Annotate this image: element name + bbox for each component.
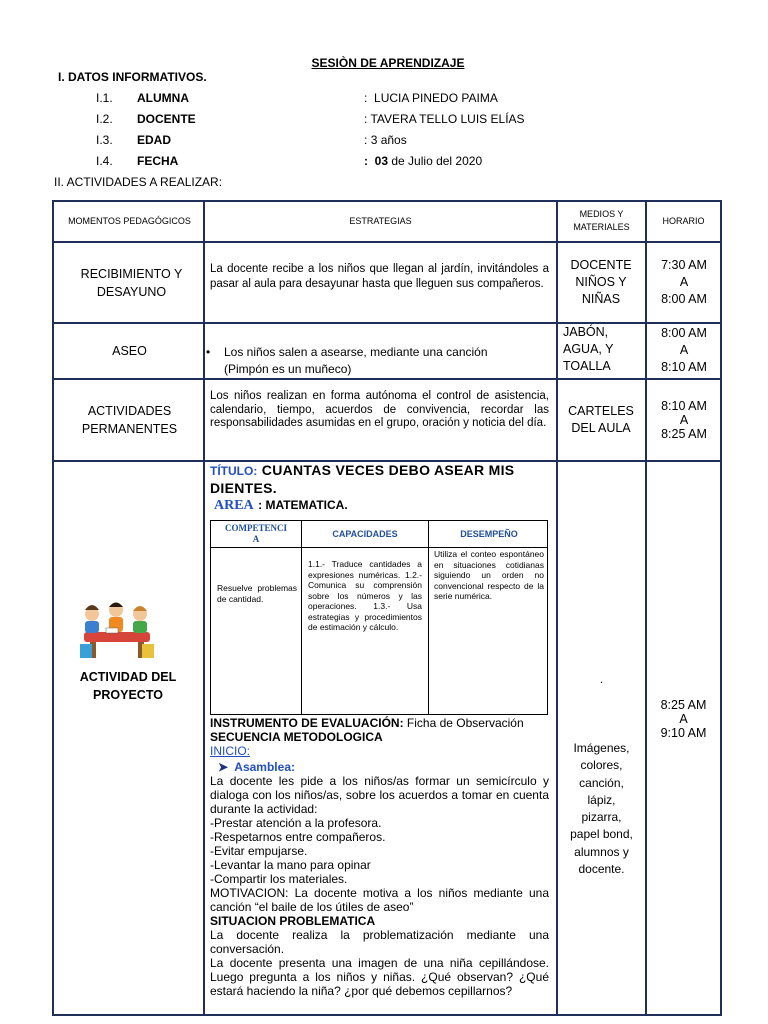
table-shape: [84, 632, 150, 642]
media-aseo: JABÓN, AGUA, Y TOALLA: [563, 325, 614, 373]
info-num: I.4.: [96, 154, 113, 168]
media-dot: .: [599, 672, 604, 686]
title-label: TÍTULO:: [210, 464, 258, 478]
info-num: I.1.: [96, 91, 113, 105]
child-body: [85, 621, 99, 633]
header-horario: HORARIO: [662, 215, 705, 226]
competencias-table: [210, 520, 548, 715]
document-title: SESIÒN DE APRENDIZAJE: [311, 56, 465, 70]
info-value: [364, 133, 407, 147]
moment-proyecto: ACTIVIDAD DEL PROYECTO: [79, 670, 177, 702]
project-title: [210, 462, 555, 497]
time-permanentes: [648, 380, 720, 460]
media-item: docente.: [578, 862, 625, 877]
media-item: pizarra,: [581, 810, 622, 825]
situacion-text-1: La docente realiza la problematización mediante una conversación.: [210, 928, 549, 956]
inner-header-desempeno: DESEMPEÑO: [460, 528, 518, 539]
arrow-bullet-icon: ➤: [218, 760, 229, 774]
time-start: 8:10 AM: [661, 399, 707, 413]
strategy-aseo-text: Los niños salen a asearse, mediante una canción: [224, 345, 488, 359]
time-end: 8:10 AM: [661, 359, 707, 374]
info-label: EDAD: [137, 133, 172, 147]
media-item: lápiz,: [587, 792, 616, 807]
media-item: Imágenes,: [573, 741, 630, 755]
info-sep: :: [364, 112, 368, 126]
time-sep: A: [679, 275, 689, 289]
capacidades-text: 1.1.- Traduce cantidades a expresiones numéricas. 1.2.- Comunica su comprensión sobre los números y las operaciones. 1.3.- Usa estrategias y procedimientos de estimación y cálculo.: [308, 559, 422, 632]
area-value: : MATEMATICA.: [258, 498, 348, 512]
info-value-text: de Julio del 2020: [391, 154, 483, 168]
info-sep: :: [364, 154, 368, 168]
inner-col-divider: [301, 521, 302, 714]
time-sep: A: [679, 413, 689, 427]
media-item: papel bond,: [570, 827, 633, 842]
project-area: [214, 496, 549, 514]
secuencia-heading: SECUENCIA METODOLOGICA: [210, 730, 383, 744]
info-label: FECHA: [137, 154, 179, 168]
moment-aseo: ASEO: [112, 344, 147, 358]
acuerdo-item: -Prestar atención a la profesora.: [210, 816, 382, 830]
media-permanentes: CARTELES DEL AULA: [568, 404, 634, 435]
strategy-aseo-cont: (Pimpón es un muñeco): [224, 362, 352, 376]
time-aseo: [648, 323, 720, 377]
time-end: 8:25 AM: [661, 427, 707, 441]
chair: [80, 644, 92, 658]
inner-header-competencia: COMPETENCIA: [225, 523, 288, 544]
paper: [106, 628, 118, 633]
time-proyecto: [647, 698, 720, 740]
time-start: 8:00 AM: [661, 325, 707, 340]
inner-header-capacidades: CAPACIDADES: [332, 528, 398, 539]
motivacion-text: MOTIVACION: La docente motiva a los niños mediante una canción “el baile de los útiles de aseo”: [210, 886, 549, 914]
chair: [142, 644, 154, 658]
situacion-text-2: La docente presenta una imagen de una niña cepillándose. Luego pregunta a los niños y niñas. ¿Qué observan? ¿Qué estará haciendo la niña? ¿por qué debemos cepillarnos?: [210, 956, 549, 998]
secuencia-block: [210, 716, 549, 998]
info-row-fecha: [0, 154, 768, 170]
instrumento-line: [210, 716, 549, 730]
info-label: ALUMNA: [137, 91, 189, 105]
instrumento-label: INSTRUMENTO DE EVALUACIÓN:: [210, 716, 404, 730]
media-proyecto: [558, 740, 645, 878]
info-row-docente: [0, 112, 768, 128]
time-sep: A: [679, 712, 688, 726]
inicio-heading: INICIO:: [210, 744, 251, 758]
strategy-aseo-line: [206, 344, 551, 361]
asamblea-text: La docente les pide a los niños/as formar un semicírculo y dialoga con los niños/as, sobre los acuerdos a tomar en cuenta durante la actividad:: [210, 774, 549, 816]
info-day: 03: [374, 154, 389, 168]
competencia-text: Resuelve problemas de cantidad.: [217, 583, 297, 604]
info-value: [364, 154, 482, 168]
media-recibimiento: DOCENTE NIÑOS Y NIÑAS: [570, 258, 632, 306]
info-row-alumna: [0, 91, 768, 107]
child-hair: [85, 605, 99, 610]
info-value: [364, 112, 525, 126]
desempeno-text: Utiliza el conteo espontáneo en situaciones cotidianas siguiendo un orden no convencional respecto de la serie numérica.: [434, 549, 544, 601]
media-item: alumnos y: [574, 844, 629, 859]
asamblea-heading: [210, 760, 549, 774]
instrumento-value: Ficha de Observación: [406, 716, 524, 730]
info-value-text: 3 años: [370, 133, 407, 147]
child-hair: [133, 606, 147, 611]
children-activity-illustration: [76, 598, 160, 664]
info-value-text: TAVERA TELLO LUIS ELÍAS: [370, 112, 525, 126]
time-start: 7:30 AM: [661, 258, 707, 272]
child-hair: [109, 603, 123, 608]
acuerdo-item: -Evitar empujarse.: [210, 844, 308, 858]
strategy-permanentes: Los niños realizan en forma autónoma el control de asistencia, calendario, tiempo, acuerdos de convivencia, recordar las responsabilidades asumidas en el grupo, oración y noticia del día.: [210, 390, 549, 429]
section-datos-informativos: I. DATOS INFORMATIVOS.: [58, 70, 207, 84]
strategy-recibimiento: La docente recibe a los niños que llegan al jardín, invitándoles a pasar al aula para desayunar hasta que lleguen sus compañeros.: [210, 263, 549, 290]
acuerdo-item: -Levantar la mano para opinar: [210, 858, 371, 872]
inner-row-divider: [211, 547, 547, 548]
media-item: canción,: [579, 775, 624, 790]
situacion-heading: SITUACION PROBLEMATICA: [210, 914, 376, 928]
moment-recibimiento: RECIBIMIENTO Y DESAYUNO: [80, 266, 183, 299]
strategy-aseo: [206, 344, 551, 378]
time-end: 9:10 AM: [660, 726, 707, 740]
info-sep: :: [364, 91, 368, 105]
moment-permanentes: ACTIVIDADES PERMANENTES: [81, 404, 178, 436]
media-item: colores,: [580, 758, 623, 773]
inner-col-divider: [428, 521, 429, 714]
time-start: 8:25 AM: [660, 698, 707, 712]
header-momentos: MOMENTOS PEDAGÓGICOS: [68, 215, 191, 226]
area-label: AREA: [214, 498, 254, 513]
bullet-icon: •: [206, 345, 211, 359]
header-medios: MEDIOS Y MATERIALES: [573, 209, 630, 232]
acuerdo-item: -Respetarnos entre compañeros.: [210, 830, 386, 844]
time-end: 8:00 AM: [661, 292, 707, 306]
info-value-text: LUCIA PINEDO PAIMA: [374, 91, 498, 105]
asamblea-label: Asamblea:: [234, 760, 295, 774]
title-value: CUANTAS VECES DEBO ASEAR MIS DIENTES.: [210, 462, 515, 496]
info-row-edad: [0, 133, 768, 149]
info-label: DOCENTE: [137, 112, 196, 126]
info-value: [364, 91, 498, 105]
info-sep: :: [364, 133, 368, 147]
info-num: I.3.: [96, 133, 113, 147]
time-sep: A: [679, 342, 689, 357]
acuerdo-item: -Compartir los materiales.: [210, 872, 348, 886]
section-actividades: II. ACTIVIDADES A REALIZAR:: [54, 175, 223, 189]
time-recibimiento: [648, 243, 720, 322]
header-estrategias: ESTRATEGIAS: [349, 215, 412, 226]
info-num: I.2.: [96, 112, 113, 126]
child-body: [133, 621, 147, 633]
